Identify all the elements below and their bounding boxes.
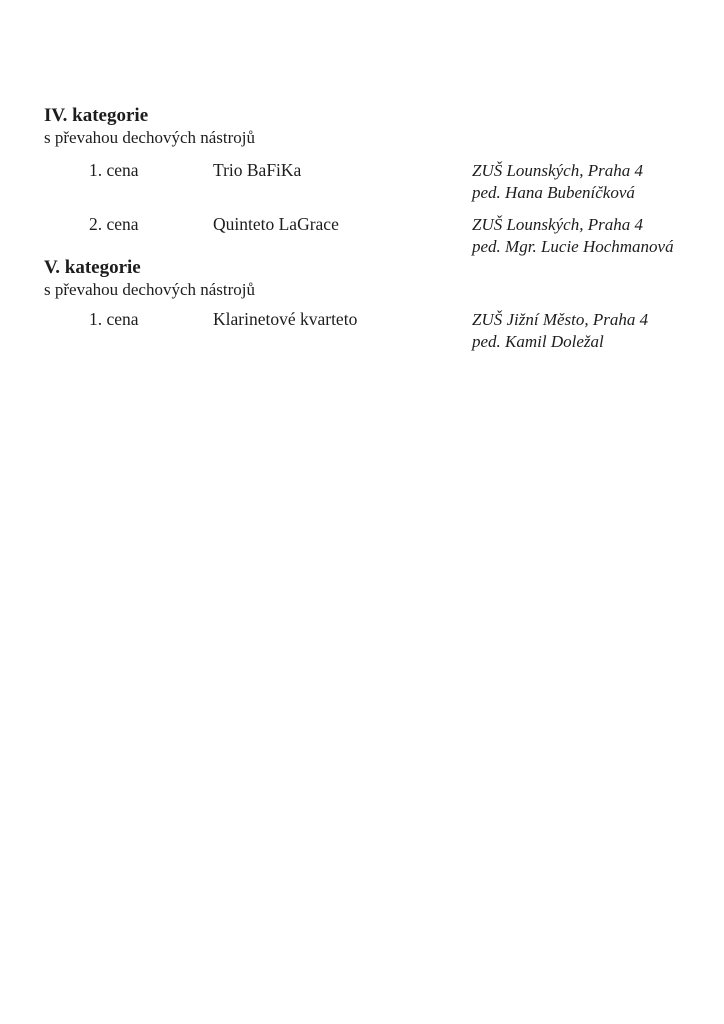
teacher-name: ped. Mgr. Lucie Hochmanová [472,237,674,256]
school-teacher-block [472,214,674,258]
result-row [0,214,724,262]
ensemble-name: Quinteto LaGrace [213,214,339,234]
result-row [0,160,724,208]
prize-label: 1. cena [89,160,139,180]
school-name: ZUŠ Lounských, Praha 4 [472,215,643,234]
school-teacher-block [472,160,643,204]
result-row [0,309,724,357]
ensemble-name: Trio BaFiKa [213,160,302,180]
prize-label: 2. cena [89,214,139,234]
section-heading-v: V. kategorie [44,257,141,278]
teacher-name: ped. Hana Bubeníčková [472,183,635,202]
section-heading-iv: IV. kategorie [44,105,149,126]
school-name: ZUŠ Lounských, Praha 4 [472,161,643,180]
ensemble-name: Klarinetové kvarteto [213,309,358,329]
section-subheading-v: s převahou dechových nástrojů [44,280,256,299]
school-name: ZUŠ Jižní Město, Praha 4 [472,310,649,329]
prize-label: 1. cena [89,309,139,329]
teacher-name: ped. Kamil Doležal [472,332,604,351]
section-subheading-iv: s převahou dechových nástrojů [44,128,256,147]
school-teacher-block [472,309,648,353]
